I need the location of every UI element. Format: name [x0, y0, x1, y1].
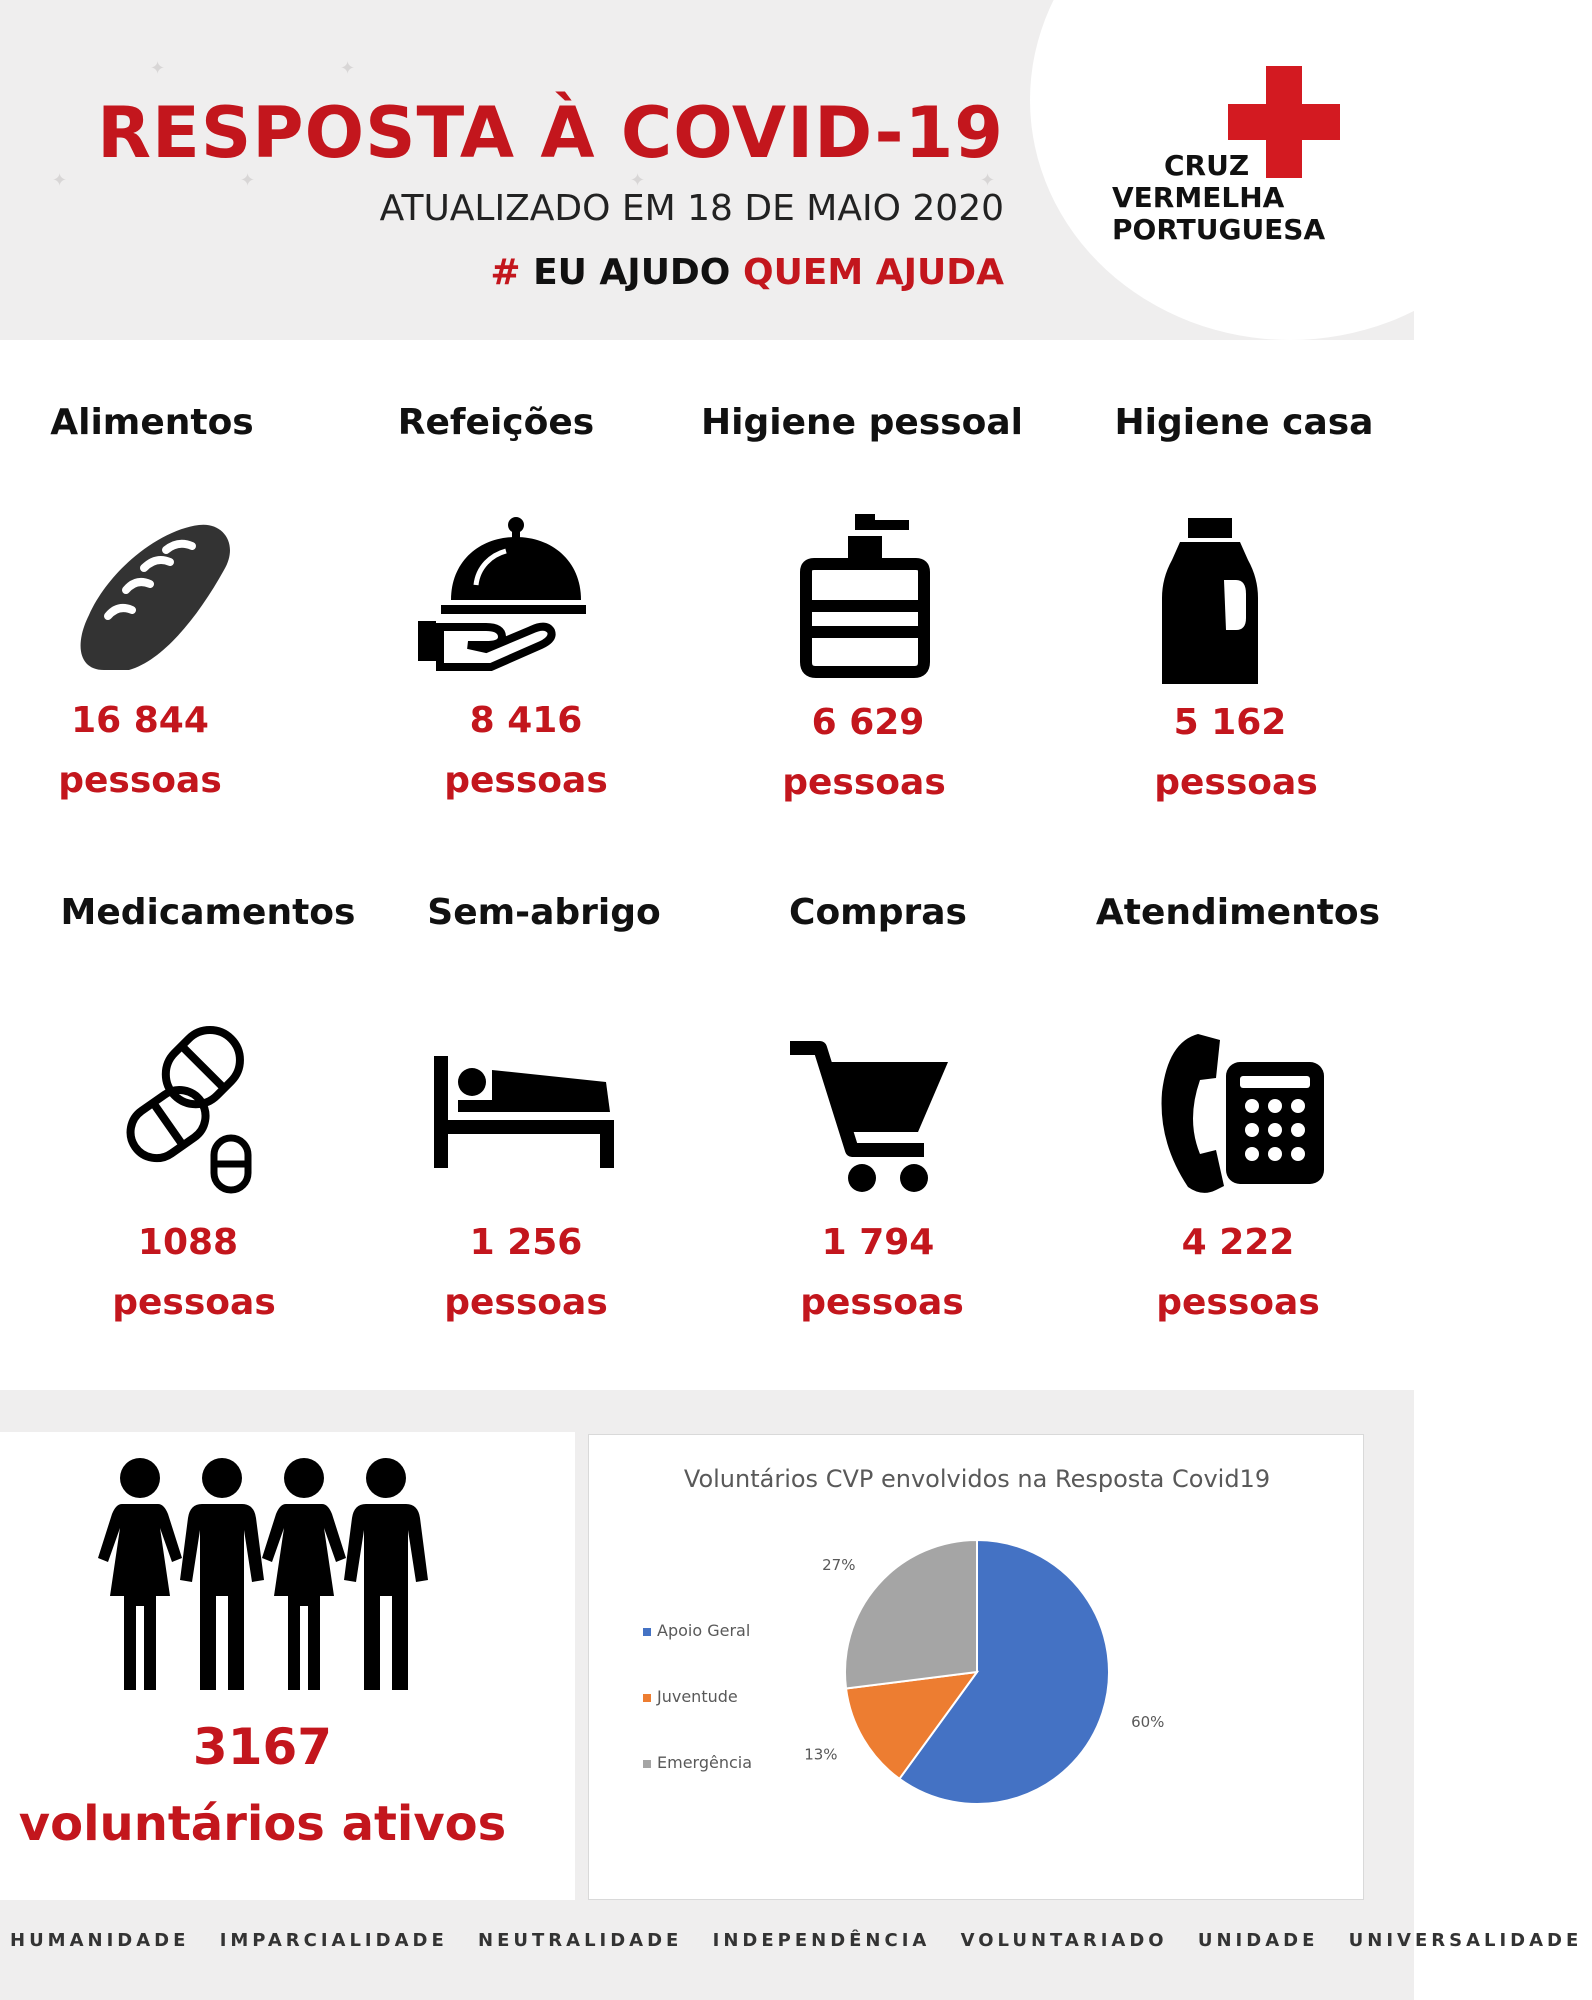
stat-label: Atendimentos: [1095, 892, 1381, 933]
stat-higiene-casa: [1074, 402, 1414, 443]
update-date: ATUALIZADO EM 18 DE MAIO 2020: [379, 188, 1004, 229]
stat-number: 8 416: [469, 700, 583, 741]
stat-refeicoes-value: [356, 700, 696, 741]
stat-label: Higiene casa: [1114, 402, 1374, 443]
sparkle-icon: ✦: [52, 170, 68, 191]
stat-unit: pessoas: [444, 1282, 608, 1323]
sparkle-icon: ✦: [340, 58, 356, 79]
sparkle-icon: ✦: [150, 58, 166, 79]
page-title: RESPOSTA À COVID-19: [97, 92, 1004, 174]
tagline-hash: #: [490, 252, 521, 293]
pie-chart-panel: [588, 1434, 1364, 1900]
stat-unit: pessoas: [444, 760, 608, 801]
stat-label: Sem-abrigo: [427, 892, 661, 933]
value-word: INDEPENDÊNCIA: [712, 1930, 931, 1951]
volunteers-count: 3167: [192, 1718, 333, 1776]
stat-medicamentos: [38, 892, 378, 933]
stat-sem-abrigo-value: [356, 1222, 696, 1263]
stat-number: 4 222: [1181, 1222, 1295, 1263]
stat-unit: pessoas: [782, 762, 946, 803]
stat-higiene-pessoal-unit: [694, 762, 1034, 803]
pie-data-label: 27%: [822, 1555, 856, 1574]
legend-label: Apoio Geral: [657, 1621, 751, 1640]
detergent-bottle-icon: [1160, 518, 1260, 684]
logo-text: [1112, 150, 1325, 246]
stat-unit: pessoas: [1156, 1282, 1320, 1323]
tagline-part1: EU AJUDO: [533, 252, 731, 293]
stat-label: Higiene pessoal: [701, 402, 1023, 443]
stat-alimentos-unit: [0, 760, 310, 801]
sparkle-icon: ✦: [980, 170, 996, 191]
stat-compras-unit: [712, 1282, 1052, 1323]
tagline-part2: QUEM AJUDA: [742, 252, 1004, 293]
stat-alimentos-value: [0, 700, 310, 741]
chart-title: Voluntários CVP envolvidos na Resposta Covid19: [683, 1465, 1271, 1493]
stat-unit: pessoas: [112, 1282, 276, 1323]
people-group-icon: [98, 1458, 428, 1690]
logo-line2: VERMELHA: [1112, 181, 1285, 214]
stat-unit: pessoas: [1154, 762, 1318, 803]
stat-number: 5 162: [1173, 702, 1287, 743]
stat-medicamentos-value: [18, 1222, 358, 1263]
stat-alimentos: [0, 402, 322, 443]
stat-sem-abrigo: [374, 892, 714, 933]
stat-label: Medicamentos: [60, 892, 356, 933]
stat-number: 6 629: [811, 702, 925, 743]
pie-slice-emergência: [845, 1540, 977, 1689]
bread-icon: [74, 520, 234, 680]
stat-refeicoes-unit: [356, 760, 696, 801]
stat-number: 1 794: [821, 1222, 935, 1263]
logo-line1: CRUZ: [1164, 149, 1250, 182]
value-word: HUMANIDADE: [10, 1930, 190, 1951]
pie-data-label: 13%: [804, 1745, 838, 1764]
legend-label: Emergência: [657, 1753, 753, 1772]
soap-dispenser-icon: [800, 514, 930, 674]
legend-label: Juventude: [657, 1687, 738, 1706]
stat-number: 1088: [137, 1222, 239, 1263]
stat-higiene-casa-unit: [1066, 762, 1406, 803]
pills-icon: [120, 1020, 270, 1195]
stat-atendimentos-value: [1068, 1222, 1408, 1263]
stat-higiene-pessoal: [692, 402, 1032, 443]
bed-icon: [434, 1050, 614, 1170]
sparkle-icon: ✦: [630, 170, 646, 191]
stat-atendimentos-unit: [1068, 1282, 1408, 1323]
value-word: UNIDADE: [1197, 1930, 1319, 1951]
stat-unit: pessoas: [58, 760, 222, 801]
stat-atendimentos: [1068, 892, 1408, 933]
volunteers-label: voluntários ativos: [18, 1796, 507, 1852]
logo-line3: PORTUGUESA: [1112, 213, 1326, 246]
stat-label: Refeições: [397, 402, 595, 443]
stat-higiene-casa-value: [1060, 702, 1400, 743]
value-word: IMPARCIALIDADE: [219, 1930, 448, 1951]
stat-compras: [708, 892, 1048, 933]
stat-refeicoes: [326, 402, 666, 443]
sparkle-icon: ✦: [240, 170, 256, 191]
stat-higiene-pessoal-value: [698, 702, 1038, 743]
header-banner: [0, 0, 1414, 340]
stat-number: 1 256: [469, 1222, 583, 1263]
serving-cloche-icon: [416, 515, 586, 680]
pie-chart: [589, 1435, 1365, 1901]
stat-sem-abrigo-unit: [356, 1282, 696, 1323]
stat-medicamentos-unit: [24, 1282, 364, 1323]
pie-data-label: 60%: [1131, 1713, 1165, 1732]
shopping-cart-icon: [790, 1040, 950, 1195]
tagline: [490, 252, 1004, 293]
stat-compras-value: [708, 1222, 1048, 1263]
value-word: UNIVERSALIDADE: [1348, 1930, 1583, 1951]
telephone-icon: [1158, 1032, 1328, 1197]
stat-number: 16 844: [71, 700, 209, 741]
value-word: VOLUNTARIADO: [960, 1930, 1168, 1951]
stat-unit: pessoas: [800, 1282, 964, 1323]
stat-label: Alimentos: [50, 402, 254, 443]
stat-label: Compras: [789, 892, 967, 933]
value-word: NEUTRALIDADE: [478, 1930, 683, 1951]
values-footer: [0, 1930, 1583, 1951]
